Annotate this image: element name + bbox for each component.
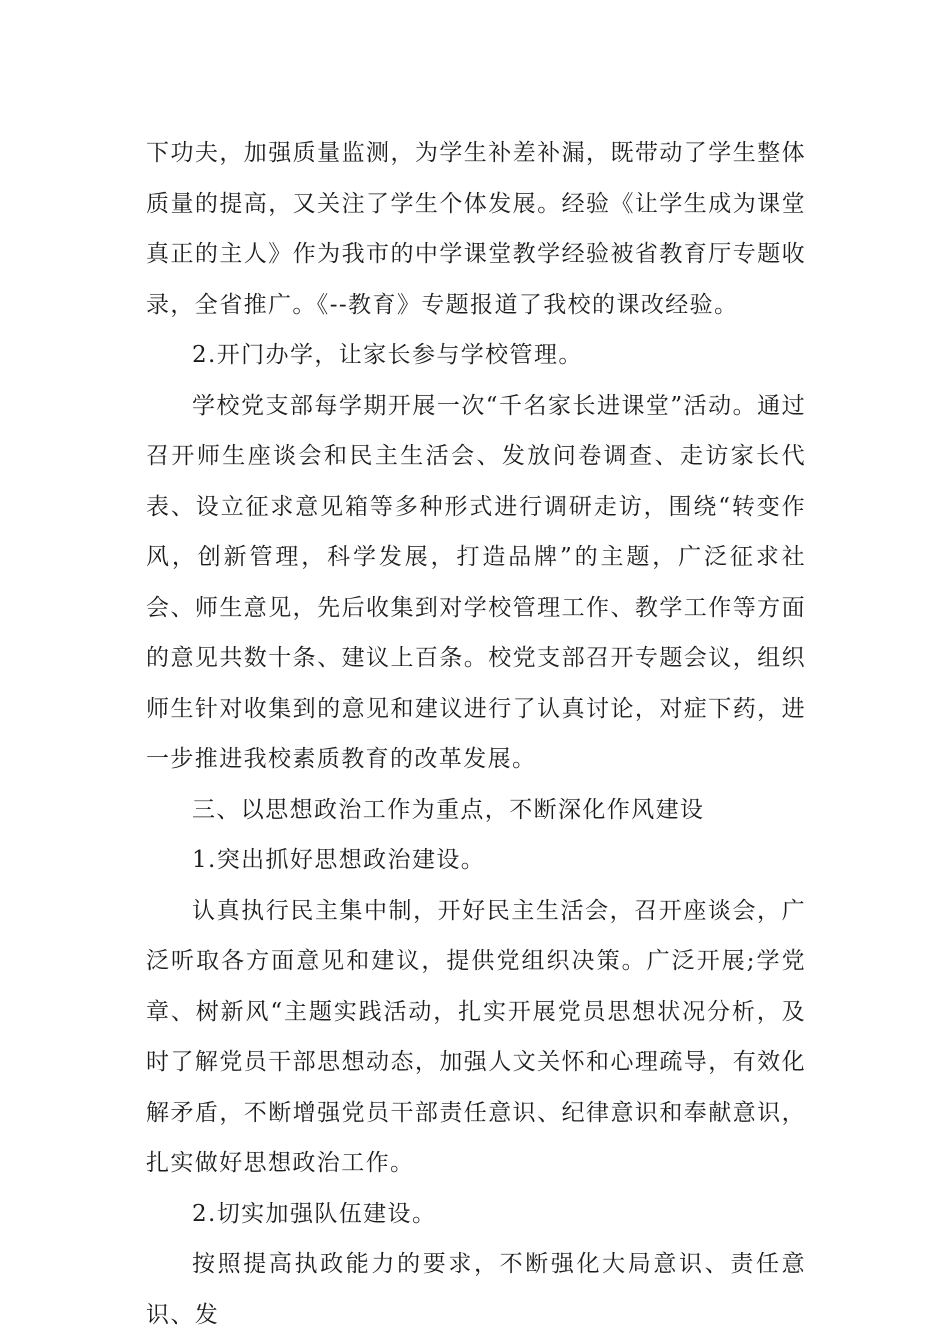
subheading-team-building: 2.切实加强队伍建设。 [192,1200,437,1227]
paragraph-2: 学校党支部每学期开展一次“千名家长进课堂”活动。通过召开师生座谈会和民主生活会、发放问卷调查、走访家长代表、设立征求意见箱等多种形式进行调研走访，围绕“转变作风，创新管理，科学发展，打造品牌”的主题，广泛征求社会、师生意见，先后收集到对学校管理工作、教学工作等方面的意见共数十条、建议上百条。校党支部召开专题会议，组织师生针对收集到的意见和建议进行了认真讨论，对症下药，进一步推进我校素质教育的改革发展。 [146,392,806,772]
document-body [146,128,806,1340]
subheading-political-building: 1.突出抓好思想政治建设。 [192,847,486,873]
paragraph-3: 认真执行民主集中制，开好民主生活会，召开座谈会，广泛听取各方面意见和建议，提供党组织决策。广泛开展;学党章、树新风“主题实践活动，扎实开展党员思想状况分析，及时了解党员干部思想动态，加强人文关怀和心理疏导，有效化解矛盾，不断增强党员干部责任意识、纪律意识和奉献意识，扎实做好思想政治工作。 [146,897,806,1176]
section-heading-3: 三、以思想政治工作为重点，不断深化作风建设 [192,796,705,823]
paragraph-1: 下功夫，加强质量监测，为学生补差补漏，既带动了学生整体质量的提高，又关注了学生个体发展。经验《让学生成为课堂真正的主人》作为我市的中学课堂教学经验被省教育厅专题收录，全省推广。《--教育》专题报道了我校的课改经验。 [146,140,806,318]
paragraph-4: 按照提高执政能力的要求，不断强化大局意识、责任意识、发 [146,1251,806,1328]
subheading-open-school: 2.开门办学，让家长参与学校管理。 [192,342,583,368]
